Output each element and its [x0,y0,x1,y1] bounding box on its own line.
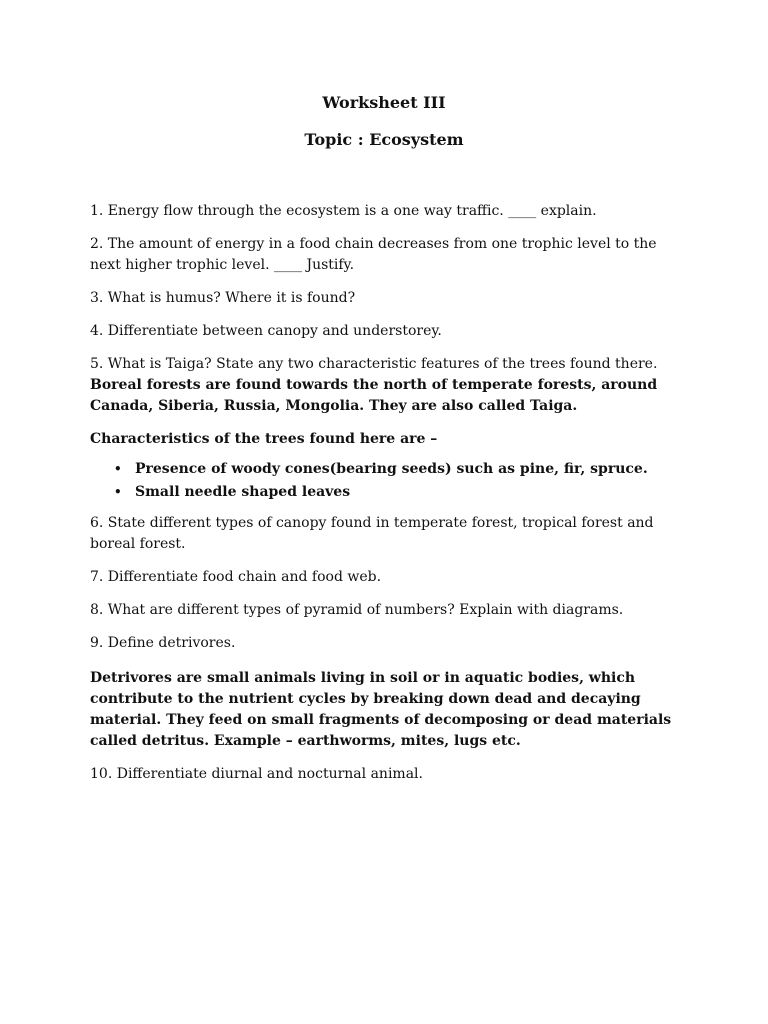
question-3: 3. What is humus? Where it is found? [90,290,356,306]
answer-5-bullet-item [114,458,690,480]
question-1: 1. Energy flow through the ecosystem is a one way traffic. ____ explain. [90,203,597,219]
worksheet-body [90,201,690,797]
question-7: 7. Differentiate food chain and food web. [90,569,382,585]
worksheet-title: Worksheet III [322,93,446,112]
question-4: 4. Differentiate between canopy and understorey. [90,323,442,339]
question-5: 5. What is Taiga? State any two characteristic features of the trees found there. [90,356,658,372]
bullet-text: Presence of woody cones(bearing seeds) such as pine, fir, spruce. [135,461,648,477]
bullet-text: Small needle shaped leaves [135,484,351,500]
question-6: 6. State different types of canopy found in temperate forest, tropical forest and boreal forest. [90,515,654,552]
question-8: 8. What are different types of pyramid of numbers? Explain with diagrams. [90,602,624,618]
worksheet-topic: Topic : Ecosystem [304,130,464,149]
answer-5-bullet-item [114,481,690,503]
question-2: 2. The amount of energy in a food chain decreases from one trophic level to the next higher trophic level. ____ Justify. [90,236,657,273]
answer-5-intro: Boreal forests are found towards the north of temperate forests, around Canada, Siberia, Russia, Mongolia. They are also called Taiga. [90,377,658,414]
answer-5-bullet-list [90,458,690,503]
answer-9: Detrivores are small animals living in soil or in aquatic bodies, which contribute to the nutrient cycles by breaking down dead and decaying material. They feed on small fragments of decomposing or dead materials called detritus. Example – earthworms, mites, lugs etc. [90,670,672,749]
question-9: 9. Define detrivores. [90,635,236,651]
bullet-icon: • [114,462,122,476]
bullet-icon: • [114,485,122,499]
question-10: 10. Differentiate diurnal and nocturnal animal. [90,766,423,782]
answer-5-heading: Characteristics of the trees found here are – [90,431,438,447]
